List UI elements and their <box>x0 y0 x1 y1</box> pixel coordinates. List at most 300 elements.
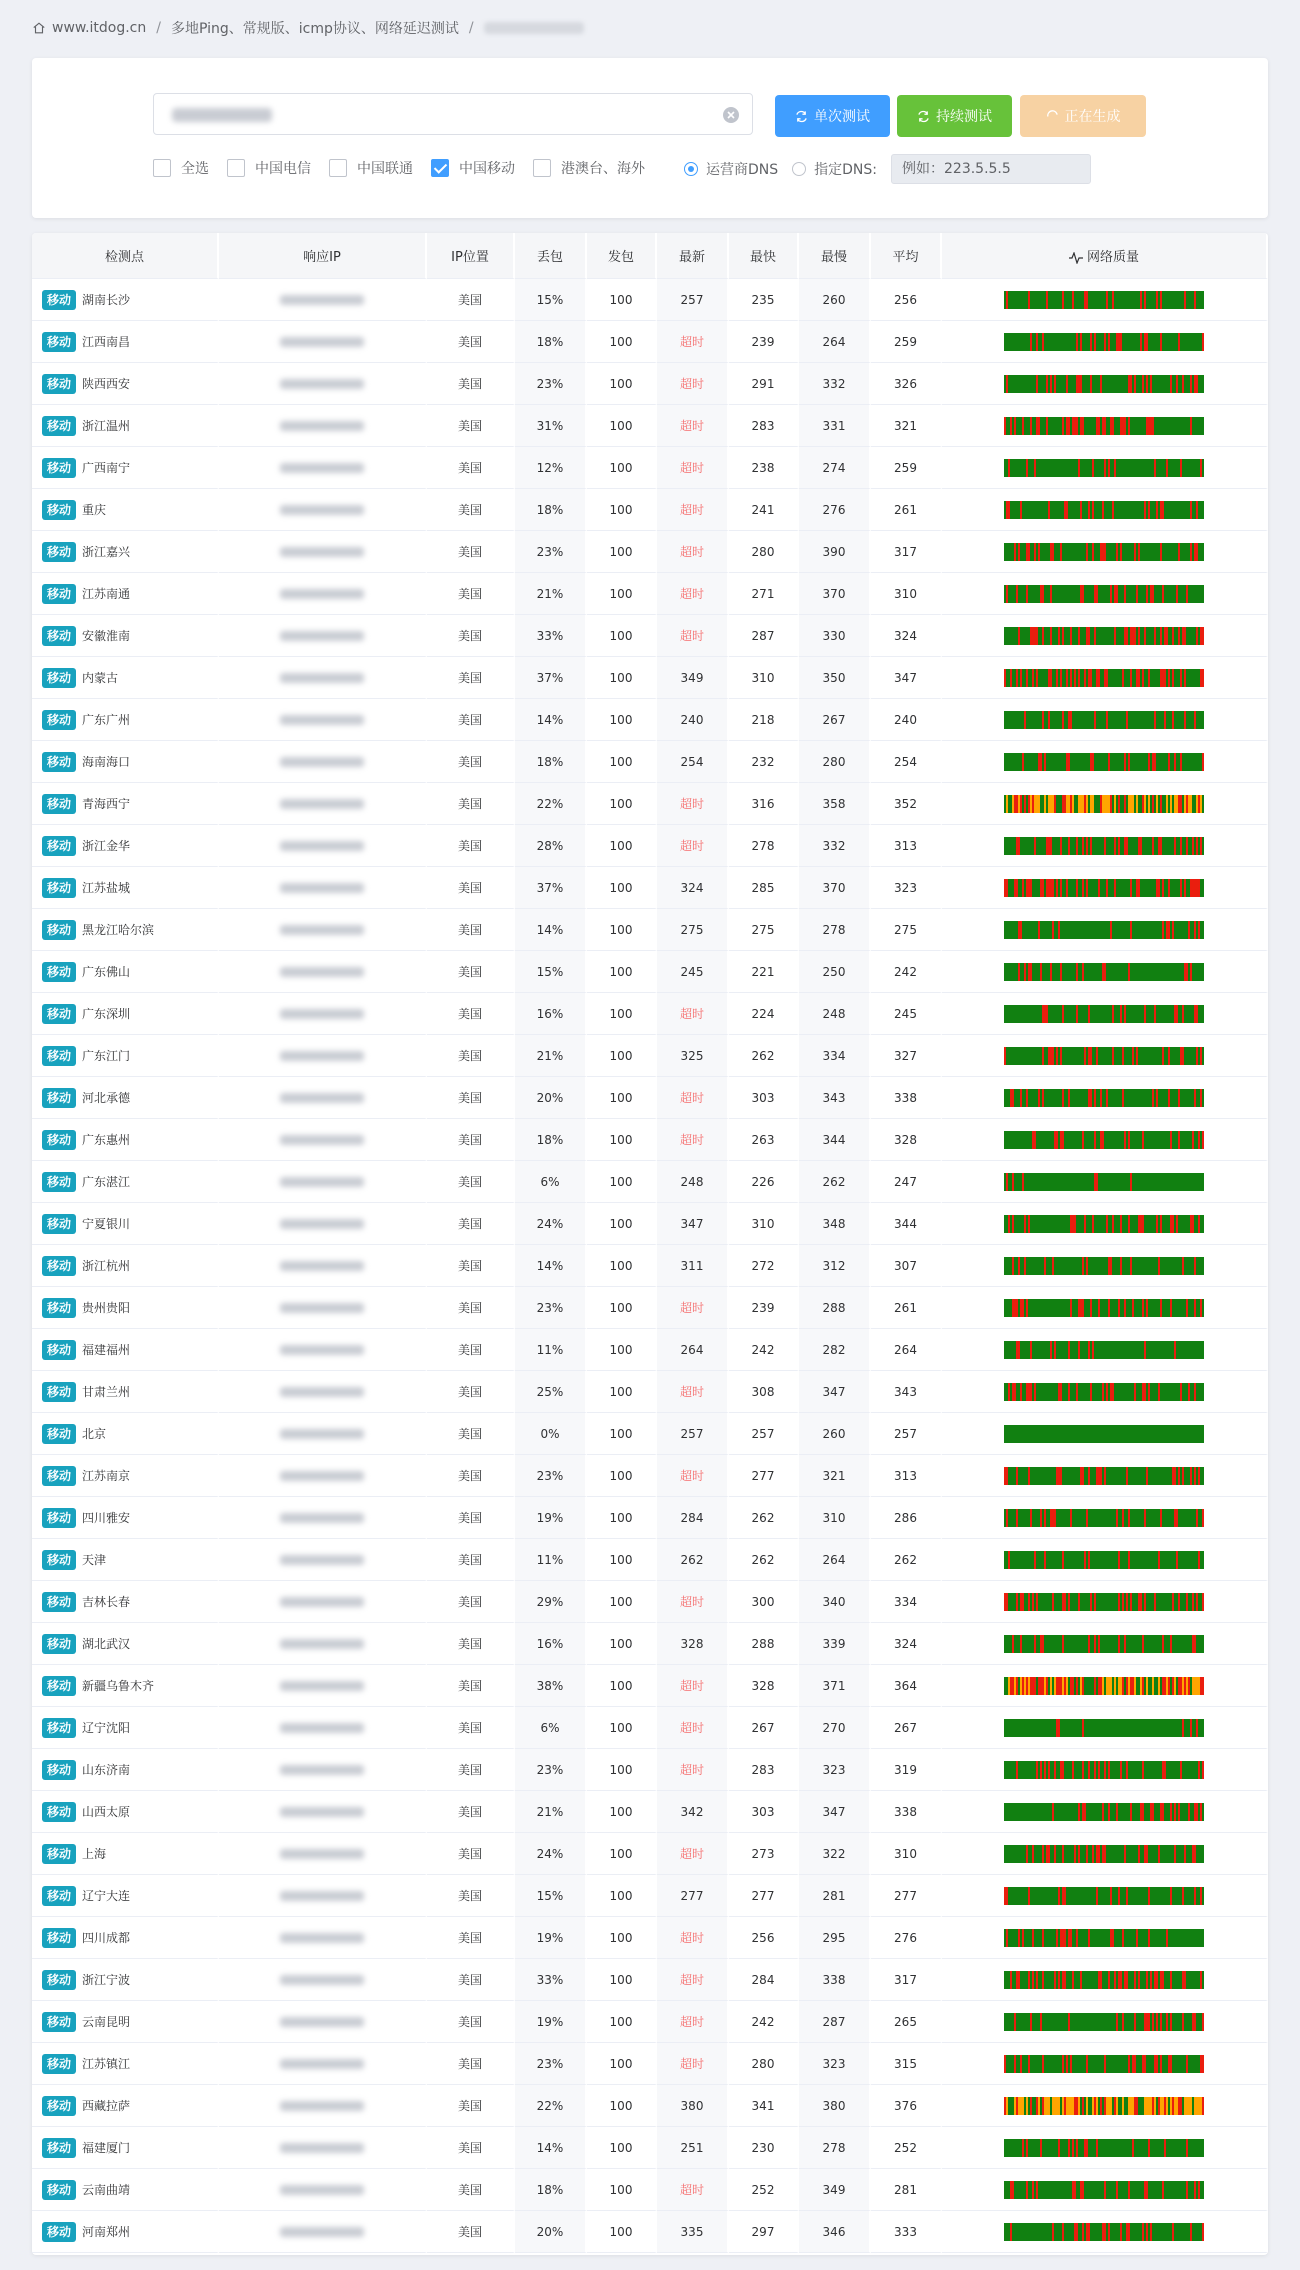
packet-mark <box>1050 1341 1052 1359</box>
packet-mark <box>1016 1467 1018 1485</box>
table-row[interactable] <box>32 447 1268 489</box>
quality-bar[interactable] <box>1004 1131 1204 1149</box>
location-name: 山西太原 <box>82 1804 131 1819</box>
location-cell <box>32 657 219 699</box>
packet-mark <box>1032 879 1034 897</box>
packet-mark <box>1082 501 1084 519</box>
packet-mark <box>1050 1299 1052 1317</box>
packet-mark <box>1082 417 1084 435</box>
packet-mark <box>1062 1215 1064 1233</box>
packet-mark <box>1130 1089 1132 1107</box>
packet-mark <box>1022 459 1024 477</box>
packet-mark <box>1112 1887 1114 1905</box>
packet-mark <box>1194 1887 1196 1905</box>
quality-bar[interactable] <box>1004 711 1204 729</box>
packet-mark <box>1104 627 1106 645</box>
table-row[interactable] <box>32 741 1268 783</box>
packet-mark <box>1174 1089 1176 1107</box>
packet-mark <box>1128 1425 1130 1443</box>
quality-bar[interactable] <box>1004 1341 1204 1359</box>
quality-bar[interactable] <box>1004 627 1204 645</box>
header-ip-location[interactable]: IP位置 <box>427 233 515 279</box>
table-row[interactable] <box>32 489 1268 531</box>
quality-bar[interactable] <box>1004 1089 1204 1107</box>
location-name: 甘肃兰州 <box>82 1384 131 1399</box>
table-row[interactable] <box>32 699 1268 741</box>
quality-bar[interactable] <box>1004 1257 1204 1275</box>
quality-bar[interactable] <box>1004 1971 1204 1989</box>
packet-mark <box>1078 417 1080 435</box>
packet-mark <box>1100 1341 1102 1359</box>
quality-bar[interactable] <box>1004 1929 1204 1947</box>
table-row[interactable] <box>32 1665 1268 1707</box>
header-fastest[interactable]: 最快 <box>729 233 799 279</box>
packet-mark <box>1092 1425 1094 1443</box>
packet-mark <box>1054 543 1056 561</box>
packet-mark <box>1192 585 1194 603</box>
header-latest[interactable]: 最新 <box>657 233 729 279</box>
generating-button[interactable] <box>1020 95 1146 137</box>
packet-mark <box>1030 1383 1032 1401</box>
packet-mark <box>1122 1719 1124 1737</box>
latest-cell: 257 <box>657 279 729 321</box>
fastest-cell: 303 <box>729 1077 799 1119</box>
quality-bar[interactable] <box>1004 1635 1204 1653</box>
packet-mark <box>1152 963 1154 981</box>
quality-bar[interactable] <box>1004 1803 1204 1821</box>
packet-mark <box>1188 1677 1190 1695</box>
packet-mark <box>1054 2055 1056 2073</box>
packet-mark <box>1042 1173 1044 1191</box>
packet-mark <box>1082 1635 1084 1653</box>
table-row[interactable] <box>32 909 1268 951</box>
header-quality[interactable] <box>942 233 1268 279</box>
quality-bar[interactable] <box>1004 1845 1204 1863</box>
packet-mark <box>1158 1971 1160 1989</box>
packet-mark <box>1052 1173 1054 1191</box>
table-row[interactable] <box>32 1287 1268 1329</box>
quality-bar[interactable] <box>1004 795 1204 813</box>
breadcrumb-home[interactable]: www.itdog.cn <box>52 20 147 36</box>
packet-mark <box>1176 1551 1178 1569</box>
quality-bar[interactable] <box>1004 417 1204 435</box>
header-average[interactable]: 平均 <box>871 233 942 279</box>
packet-mark <box>1090 1047 1092 1065</box>
packet-mark <box>1054 1929 1056 1947</box>
packet-mark <box>1032 1173 1034 1191</box>
quality-bar[interactable] <box>1004 459 1204 477</box>
packet-mark <box>1124 837 1126 855</box>
radio[interactable] <box>684 162 698 176</box>
quality-bar[interactable] <box>1004 879 1204 897</box>
quality-bar[interactable] <box>1004 1173 1204 1191</box>
packet-mark <box>1016 921 1018 939</box>
table-row[interactable] <box>32 615 1268 657</box>
packet-mark <box>1192 1215 1194 1233</box>
average-cell: 310 <box>871 573 942 615</box>
header-response-ip[interactable]: 响应IP <box>219 233 427 279</box>
packet-mark <box>1036 1971 1038 1989</box>
quality-bar[interactable] <box>1004 1593 1204 1611</box>
quality-bar[interactable] <box>1004 333 1204 351</box>
table-row[interactable] <box>32 2001 1268 2043</box>
packet-mark <box>1180 501 1182 519</box>
table-row[interactable] <box>32 363 1268 405</box>
quality-bar[interactable] <box>1004 1467 1204 1485</box>
filter-unicom[interactable] <box>329 158 413 178</box>
packet-mark <box>1022 1341 1024 1359</box>
continuous-test-button[interactable] <box>897 95 1012 137</box>
single-test-button[interactable] <box>775 95 890 137</box>
packet-mark <box>1004 1635 1006 1653</box>
filter-overseas[interactable] <box>533 158 645 178</box>
packet-mark <box>1070 879 1072 897</box>
checkbox[interactable] <box>227 159 245 177</box>
packet-mark <box>1130 459 1132 477</box>
packet-mark <box>1078 1425 1080 1443</box>
quality-bar[interactable] <box>1004 1047 1204 1065</box>
table-row[interactable] <box>32 993 1268 1035</box>
packet-mark <box>1102 2013 1104 2031</box>
quality-bar[interactable] <box>1004 1425 1204 1443</box>
packet-mark <box>1178 1551 1180 1569</box>
quality-bar[interactable] <box>1004 669 1204 687</box>
packet-mark <box>1188 1299 1190 1317</box>
packet-mark <box>1112 1719 1114 1737</box>
packet-mark <box>1046 1173 1048 1191</box>
table-row[interactable] <box>32 1077 1268 1119</box>
table-row[interactable] <box>32 657 1268 699</box>
table-row[interactable] <box>32 951 1268 993</box>
packet-mark <box>1086 1593 1088 1611</box>
sent-cell: 100 <box>587 909 657 951</box>
packet-mark <box>1200 711 1202 729</box>
table-row[interactable] <box>32 1539 1268 1581</box>
packet-mark <box>1068 627 1070 645</box>
table-row[interactable] <box>32 405 1268 447</box>
table-row[interactable] <box>32 1371 1268 1413</box>
packet-mark <box>1058 1803 1060 1821</box>
packet-mark <box>1106 1467 1108 1485</box>
packet-mark <box>1020 1677 1022 1695</box>
packet-mark <box>1038 1929 1040 1947</box>
packet-mark <box>1164 1425 1166 1443</box>
quality-bar[interactable] <box>1004 2055 1204 2073</box>
header-slowest[interactable]: 最慢 <box>799 233 871 279</box>
ip-location-cell: 美国 <box>427 2001 515 2043</box>
dns-operator-radio[interactable] <box>684 159 778 179</box>
packet-mark <box>1166 375 1168 393</box>
packet-mark <box>1154 375 1156 393</box>
packet-mark <box>1080 1635 1082 1653</box>
quality-bar[interactable] <box>1004 1383 1204 1401</box>
packet-mark <box>1074 543 1076 561</box>
packet-mark <box>1018 417 1020 435</box>
packet-mark <box>1090 1719 1092 1737</box>
packet-mark <box>1104 1215 1106 1233</box>
packet-mark <box>1154 1551 1156 1569</box>
table-row[interactable] <box>32 1623 1268 1665</box>
packet-mark <box>1028 1929 1030 1947</box>
packet-mark <box>1202 1761 1204 1779</box>
table-row[interactable] <box>32 2043 1268 2085</box>
packet-mark <box>1054 1593 1056 1611</box>
table-row[interactable] <box>32 1119 1268 1161</box>
packet-mark <box>1100 1257 1102 1275</box>
packet-mark <box>1110 963 1112 981</box>
packet-mark <box>1170 1425 1172 1443</box>
packet-mark <box>1056 1089 1058 1107</box>
table-row[interactable] <box>32 1161 1268 1203</box>
packet-mark <box>1116 1635 1118 1653</box>
packet-mark <box>1092 1047 1094 1065</box>
packet-mark <box>1110 1551 1112 1569</box>
quality-bar[interactable] <box>1004 753 1204 771</box>
dns-input[interactable] <box>891 154 1091 184</box>
packet-mark <box>1086 543 1088 561</box>
packet-mark <box>1100 963 1102 981</box>
packet-mark <box>1038 2055 1040 2073</box>
packet-mark <box>1054 795 1056 813</box>
packet-mark <box>1044 711 1046 729</box>
quality-bar[interactable] <box>1004 921 1204 939</box>
table-row[interactable] <box>32 1791 1268 1833</box>
packet-mark <box>1202 333 1204 351</box>
packet-mark <box>1170 1551 1172 1569</box>
packet-mark <box>1028 1593 1030 1611</box>
packet-mark <box>1108 795 1110 813</box>
table-row[interactable] <box>32 1917 1268 1959</box>
packet-mark <box>1092 837 1094 855</box>
packet-mark <box>1148 1341 1150 1359</box>
slowest-cell: 350 <box>799 657 871 699</box>
header-location[interactable]: 检测点 <box>32 233 219 279</box>
quality-bar[interactable] <box>1004 963 1204 981</box>
packet-mark <box>1086 1425 1088 1443</box>
packet-mark <box>1022 753 1024 771</box>
clear-icon[interactable] <box>722 106 740 124</box>
packet-mark <box>1160 1929 1162 1947</box>
packet-mark <box>1172 1761 1174 1779</box>
packet-mark <box>1126 1593 1128 1611</box>
packet-mark <box>1016 459 1018 477</box>
filter-mobile[interactable] <box>431 158 515 178</box>
packet-mark <box>1072 1635 1074 1653</box>
slowest-cell: 287 <box>799 2001 871 2043</box>
packet-mark <box>1004 795 1006 813</box>
checkbox[interactable] <box>153 159 171 177</box>
packet-mark <box>1078 1005 1080 1023</box>
packet-mark <box>1162 837 1164 855</box>
dns-custom-radio[interactable] <box>792 159 877 179</box>
quality-bar[interactable] <box>1004 1677 1204 1695</box>
table-row[interactable] <box>32 1749 1268 1791</box>
packet-mark <box>1130 543 1132 561</box>
average-cell: 310 <box>871 1833 942 1875</box>
packet-mark <box>1136 1383 1138 1401</box>
packet-mark <box>1130 1803 1132 1821</box>
packet-mark <box>1136 879 1138 897</box>
quality-bar[interactable] <box>1004 1215 1204 1233</box>
quality-bar[interactable] <box>1004 837 1204 855</box>
packet-mark <box>1076 1467 1078 1485</box>
packet-mark <box>1072 1383 1074 1401</box>
packet-mark <box>1102 1467 1104 1485</box>
quality-bar[interactable] <box>1004 501 1204 519</box>
packet-mark <box>1046 1677 1048 1695</box>
latest-cell: 328 <box>657 1623 729 1665</box>
packet-mark <box>1118 1887 1120 1905</box>
packet-mark <box>1042 1719 1044 1737</box>
table-row[interactable] <box>32 279 1268 321</box>
quality-cell <box>942 1539 1268 1581</box>
packet-mark <box>1052 291 1054 309</box>
packet-mark <box>1152 1089 1154 1107</box>
packet-mark <box>1064 627 1066 645</box>
packet-mark <box>1146 1593 1148 1611</box>
filter-telecom[interactable] <box>227 158 311 178</box>
packet-mark <box>1132 1635 1134 1653</box>
response-ip-cell <box>219 615 427 657</box>
header-loss[interactable]: 丢包 <box>515 233 587 279</box>
packet-mark <box>1200 1257 1202 1275</box>
packet-mark <box>1012 1215 1014 1233</box>
radio[interactable] <box>792 162 806 176</box>
packet-mark <box>1046 1593 1048 1611</box>
quality-bar[interactable] <box>1004 1509 1204 1527</box>
table-row[interactable] <box>32 573 1268 615</box>
packet-mark <box>1110 1719 1112 1737</box>
packet-mark <box>1148 417 1150 435</box>
breadcrumb-page[interactable]: 多地Ping、常规版、icmp协议、网络延迟测试 <box>170 21 459 37</box>
packet-mark <box>1118 1383 1120 1401</box>
packet-mark <box>1074 1719 1076 1737</box>
packet-mark <box>1088 963 1090 981</box>
packet-mark <box>1186 1509 1188 1527</box>
packet-mark <box>1196 711 1198 729</box>
filter-select-all[interactable] <box>153 158 209 178</box>
packet-mark <box>1020 1383 1022 1401</box>
packet-mark <box>1086 1929 1088 1947</box>
packet-mark <box>1154 1131 1156 1149</box>
packet-mark <box>1084 1803 1086 1821</box>
packet-mark <box>1042 1257 1044 1275</box>
ip-location-cell: 美国 <box>427 1371 515 1413</box>
packet-mark <box>1092 1341 1094 1359</box>
quality-bar[interactable] <box>1004 291 1204 309</box>
quality-bar[interactable] <box>1004 375 1204 393</box>
packet-mark <box>1092 417 1094 435</box>
packet-mark <box>1054 1971 1056 1989</box>
packet-mark <box>1098 333 1100 351</box>
packet-mark <box>1056 291 1058 309</box>
table-row[interactable] <box>32 1329 1268 1371</box>
packet-mark <box>1068 2013 1070 2031</box>
table-row[interactable] <box>32 825 1268 867</box>
packet-mark <box>1126 1887 1128 1905</box>
packet-mark <box>1034 1845 1036 1863</box>
packet-mark <box>1162 1845 1164 1863</box>
quality-bar[interactable] <box>1004 1887 1204 1905</box>
quality-bar[interactable] <box>1004 543 1204 561</box>
table-row[interactable] <box>32 1245 1268 1287</box>
packet-mark <box>1134 1845 1136 1863</box>
header-quality-label: 网络质量 <box>1086 250 1139 265</box>
packet-mark <box>1142 1425 1144 1443</box>
packet-mark <box>1006 2013 1008 2031</box>
packet-mark <box>1042 1677 1044 1695</box>
packet-mark <box>1160 585 1162 603</box>
packet-mark <box>1024 585 1026 603</box>
ip-location-cell: 美国 <box>427 1203 515 1245</box>
table-row[interactable] <box>32 1455 1268 1497</box>
packet-mark <box>1052 459 1054 477</box>
packet-mark <box>1184 963 1186 981</box>
table-row[interactable] <box>32 1035 1268 1077</box>
quality-bar[interactable] <box>1004 2013 1204 2031</box>
latest-cell: 347 <box>657 1203 729 1245</box>
table-row[interactable] <box>32 321 1268 363</box>
quality-bar[interactable] <box>1004 585 1204 603</box>
packet-mark <box>1078 1131 1080 1149</box>
response-ip-cell <box>219 279 427 321</box>
packet-mark <box>1144 1215 1146 1233</box>
table-row[interactable] <box>32 1959 1268 2001</box>
packet-mark <box>1010 1341 1012 1359</box>
quality-bar[interactable] <box>1004 1761 1204 1779</box>
quality-bar-wrap <box>942 795 1266 813</box>
packet-mark <box>1034 1131 1036 1149</box>
quality-bar[interactable] <box>1004 1551 1204 1569</box>
packet-mark <box>1058 1929 1060 1947</box>
checkbox[interactable] <box>329 159 347 177</box>
packet-mark <box>1196 921 1198 939</box>
packet-mark <box>1160 1089 1162 1107</box>
table-row[interactable] <box>32 531 1268 573</box>
packet-mark <box>1126 1257 1128 1275</box>
quality-bar[interactable] <box>1004 1005 1204 1023</box>
quality-bar[interactable] <box>1004 1719 1204 1737</box>
table-row[interactable] <box>32 867 1268 909</box>
location-name: 新疆乌鲁木齐 <box>82 1678 155 1693</box>
table-row[interactable] <box>32 1833 1268 1875</box>
packet-mark <box>1152 1257 1154 1275</box>
packet-mark <box>1182 1845 1184 1863</box>
packet-mark <box>1022 879 1024 897</box>
packet-mark <box>1194 543 1196 561</box>
packet-mark <box>1152 1047 1154 1065</box>
packet-mark <box>1056 1677 1058 1695</box>
table-row[interactable] <box>32 1497 1268 1539</box>
table-row[interactable] <box>32 1203 1268 1245</box>
packet-mark <box>1132 1929 1134 1947</box>
header-sent[interactable]: 发包 <box>587 233 657 279</box>
checkbox[interactable] <box>533 159 551 177</box>
table-row[interactable] <box>32 783 1268 825</box>
table-row[interactable] <box>32 1707 1268 1749</box>
target-input-box[interactable] <box>153 93 753 135</box>
packet-mark <box>1066 1803 1068 1821</box>
checkbox[interactable] <box>431 159 449 177</box>
table-row[interactable] <box>32 1875 1268 1917</box>
quality-bar[interactable] <box>1004 1299 1204 1317</box>
packet-mark <box>1128 1761 1130 1779</box>
table-row[interactable] <box>32 1581 1268 1623</box>
sent-cell: 100 <box>587 1455 657 1497</box>
table-row[interactable] <box>32 1413 1268 1455</box>
packet-mark <box>1190 711 1192 729</box>
packet-mark <box>1018 795 1020 813</box>
